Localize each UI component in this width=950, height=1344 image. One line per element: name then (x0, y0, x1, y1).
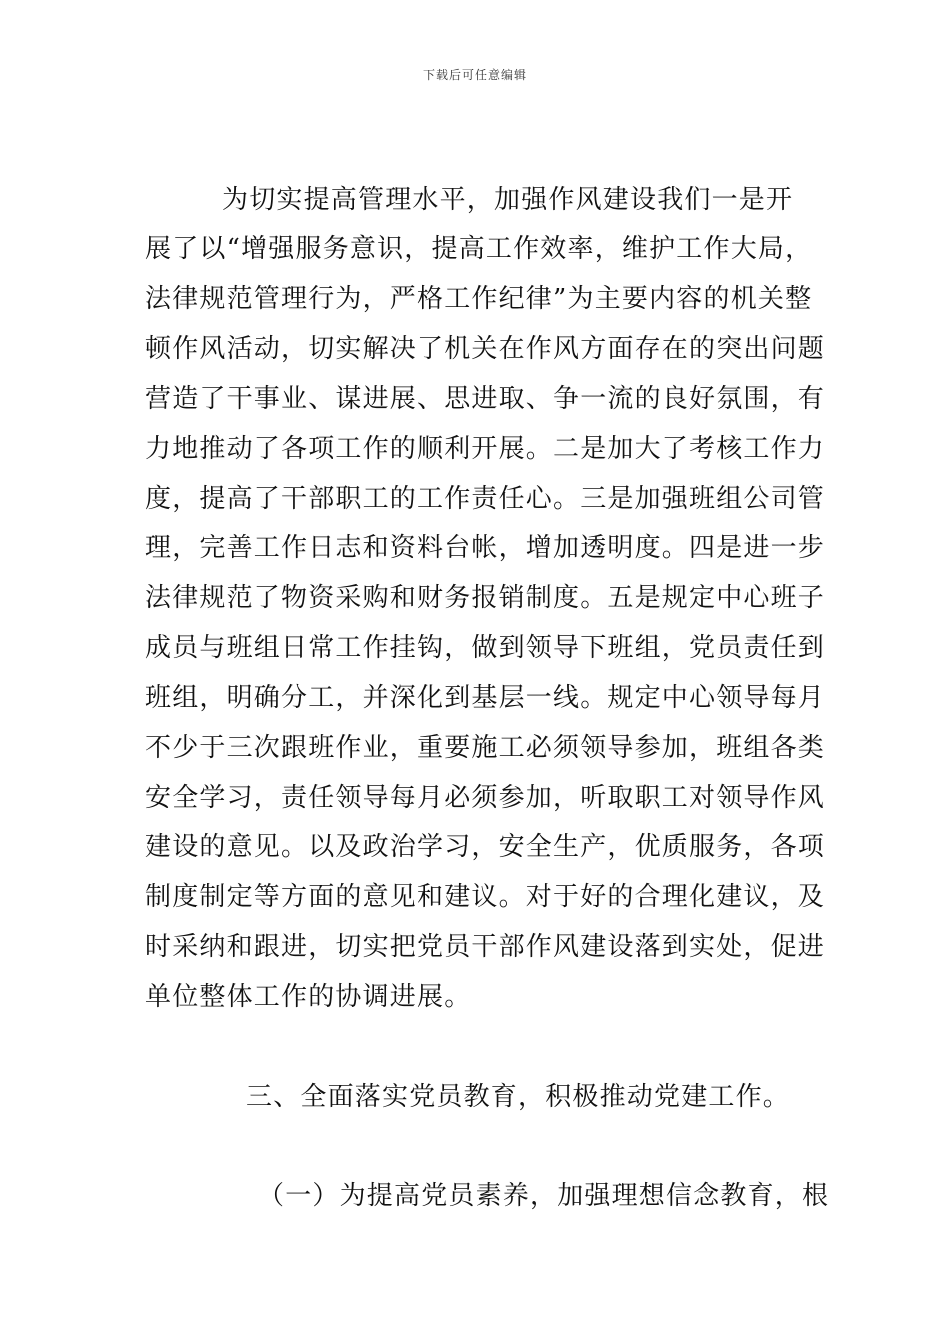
paragraph-line: 法律规范管理行为，严格工作纪律”为主要内容的机关整 (145, 284, 813, 314)
paragraph-line: 营造了干事业、谋进展、思进取、争一流的良好氛围，有 (145, 384, 826, 414)
paragraph-line: 度，提高了干部职工的工作责任心。三是加强班组公司管 (145, 484, 826, 514)
paragraph-line: 时采纳和跟进，切实把党员干部作风建设落到实处，促进 (145, 932, 826, 962)
paragraph-line: 顿作风活动，切实解决了机关在作风方面存在的突出问题 (145, 334, 826, 364)
paragraph-line: 展了以“增强服务意识，提高工作效率，维护工作大局， (145, 234, 813, 264)
paragraph-line: 制度制定等方面的意见和建议。对于好的合理化建议，及 (145, 882, 826, 912)
paragraph-line: 单位整体工作的协调进展。 (145, 982, 472, 1012)
paragraph-line: （一）为提高党员素养，加强理想信念教育，根 (258, 1181, 830, 1211)
paragraph-line: 成员与班组日常工作挂钩，做到领导下班组，党员责任到 (145, 633, 826, 663)
paragraph-line: 班组，明确分工，并深化到基层一线。规定中心领导每月 (145, 683, 826, 713)
paragraph-line: 为切实提高管理水平，加强作风建设我们一是开 (222, 185, 794, 215)
paragraph-line: 理，完善工作日志和资料台帐，增加透明度。四是进一步 (145, 533, 826, 563)
paragraph-line: 法律规范了物资采购和财务报销制度。五是规定中心班子 (145, 583, 826, 613)
paragraph-line: 力地推动了各项工作的顺利开展。二是加大了考核工作力 (145, 434, 826, 464)
paragraph-line: 不少于三次跟班作业，重要施工必须领导参加，班组各类 (145, 733, 826, 763)
paragraph-line: 建设的意见。以及政治学习，安全生产，优质服务，各项 (145, 832, 826, 862)
paragraph-line: 安全学习，责任领导每月必须参加，听取职工对领导作风 (145, 783, 826, 813)
section-heading: 三、全面落实党员教育，积极推动党建工作。 (246, 1082, 791, 1112)
page-header-note: 下载后可任意编辑 (422, 68, 527, 82)
